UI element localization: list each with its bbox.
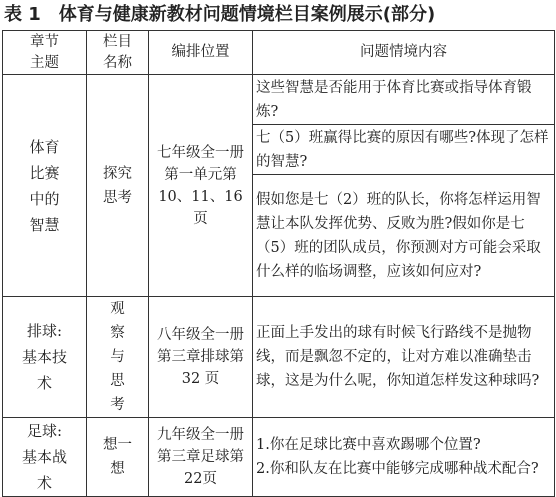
header-topic xyxy=(3,31,87,75)
question-cell: 1.你在足球比赛中喜欢踢哪个位置? 2.你和队友在比赛中能够完成哪种战术配合? xyxy=(253,418,555,497)
row-topic xyxy=(3,418,87,497)
row-column-name xyxy=(87,418,149,497)
row-topic-text: 排球:基本技术 xyxy=(21,322,67,392)
table-row xyxy=(3,75,555,125)
question-cell: 正面上手发出的球有时候飞行路线不是抛物线，而是飘忽不定的，让对方难以准确垫击球，这是为什么呢，你知道怎样发这种球吗? xyxy=(253,297,555,418)
table-caption xyxy=(0,0,556,30)
row-column-name-text: 探究思考 xyxy=(103,165,132,206)
row-column-name xyxy=(87,297,149,418)
header-name-text: 栏目名称 xyxy=(103,33,132,71)
row-location: 七年级全一册第一单元第 10、11、16 页 xyxy=(149,75,253,297)
question-cell: 假如您是七（2）班的队长，你将怎样运用智慧让本队发挥优势、反败为胜?假如你是七（5）班的团队成员，你预测对方可能会采取什么样的临场调整，应该如何应对? xyxy=(253,175,555,297)
question-cell: 这些智慧是否能用于体育比赛或指导体育锻炼? xyxy=(253,75,555,125)
row-location: 八年级全一册第三章排球第 32 页 xyxy=(149,297,253,418)
row-topic-text: 足球:基本战术 xyxy=(21,422,67,492)
table-title: 体育与健康新教材问题情境栏目案例展示(部分) xyxy=(58,4,436,25)
row-column-name-text: 想一想 xyxy=(103,437,132,477)
header-row xyxy=(3,31,555,75)
table-row xyxy=(3,418,555,497)
header-name xyxy=(87,31,149,75)
table-row xyxy=(3,297,555,418)
row-location: 九年级全一册第三章足球第 22页 xyxy=(149,418,253,497)
row-topic xyxy=(3,297,87,418)
question-cell: 七（5）班赢得比赛的原因有哪些?体现了怎样的智慧? xyxy=(253,125,555,175)
row-column-name-text: 观察与思考 xyxy=(110,301,125,413)
row-column-name xyxy=(87,75,149,297)
row-topic-text: 体育比赛中的智慧 xyxy=(29,137,60,234)
header-location: 编排位置 xyxy=(149,31,253,75)
header-topic-text: 章节主题 xyxy=(30,33,59,71)
header-content: 问题情境内容 xyxy=(253,31,555,75)
case-table xyxy=(2,30,555,497)
table-number: 表 1 xyxy=(4,4,41,25)
row-topic xyxy=(3,75,87,297)
